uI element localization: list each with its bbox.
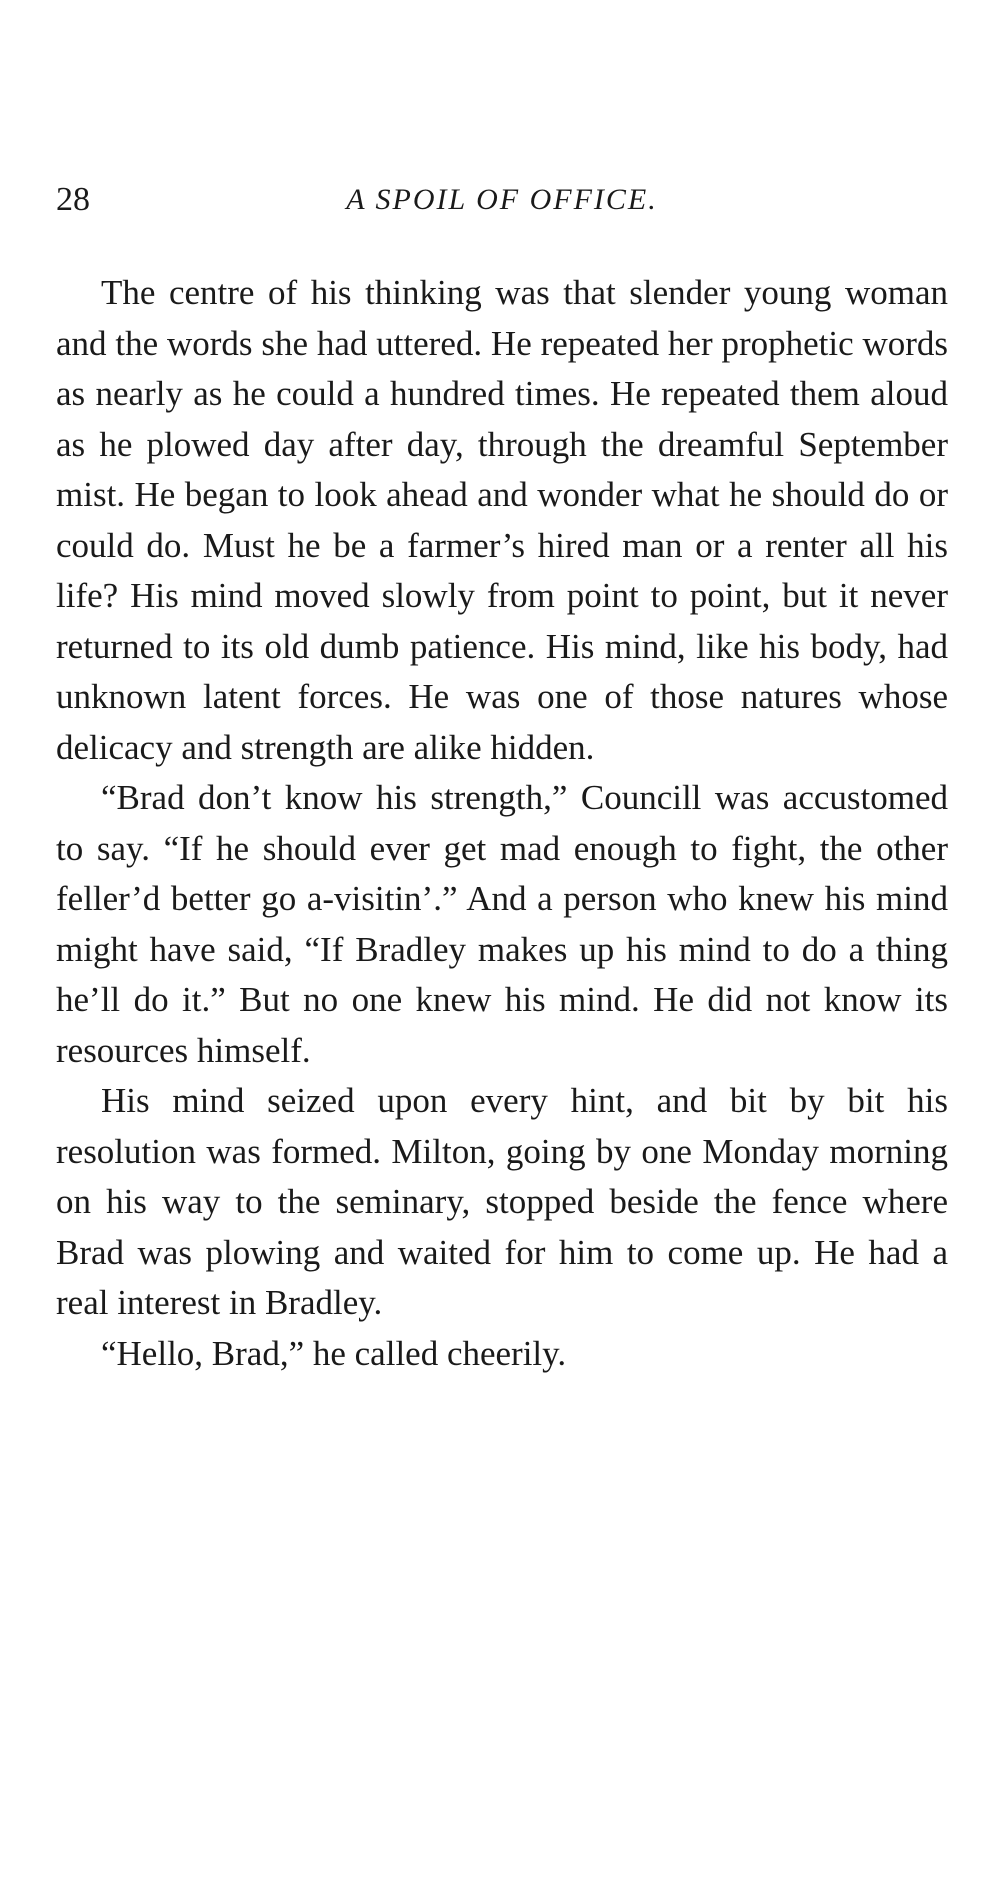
paragraph: The centre of his thinking was that slender young woman and the words she had uttered. He repeated her prophetic words as nearly as he could a hundred times. He repeated them aloud as he plowed day after day, through the dreamful September mist. He began to look ahead and wonder what he should do or could do. Must he be a farmer’s hired man or a renter all his life? His mind moved slowly from point to point, but it never returned to its old dumb patience. His mind, like his body, had unknown latent forces. He was one of those natures whose delicacy and strength are alike hidden. xyxy=(56,273,948,767)
paragraph: “Hello, Brad,” he called cheerily. xyxy=(101,1333,567,1373)
page-header xyxy=(56,178,948,222)
paragraph: “Brad don’t know his strength,” Councill was accustomed to say. “If he should ever get mad enough to fight, the other feller’d better go a-visitin’.” And a person who knew his mind might have said, “If Bradley makes up his mind to do a thing he’ll do it.” But no one knew his mind. He did not know its resources himself. xyxy=(56,778,948,1070)
running-title: A SPOIL OF OFFICE. xyxy=(346,183,658,216)
paragraph: His mind seized upon every hint, and bit by bit his resolution was formed. Milton, going by one Monday morning on his way to the seminary, stopped beside the fence where Brad was plowing and waited for him to come up. He had a real interest in Bradley. xyxy=(56,1081,948,1322)
body-text xyxy=(56,268,948,1379)
page-number: 28 xyxy=(56,181,90,218)
